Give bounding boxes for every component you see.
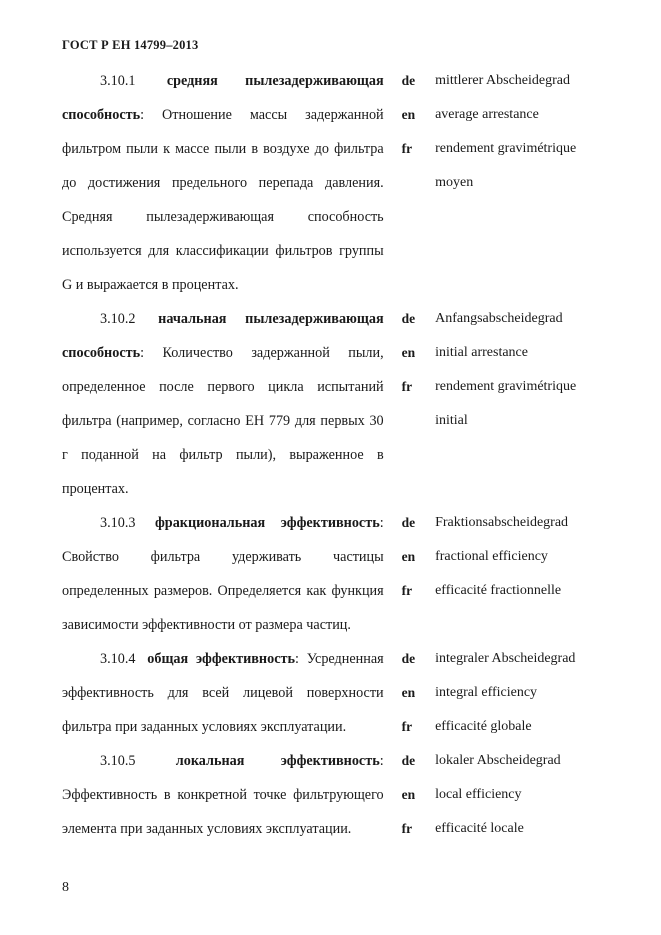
term-entry-3-10-5 (62, 744, 622, 846)
language-codes (402, 64, 435, 302)
entry-term: начальная пылезадерживающая способность (62, 311, 384, 361)
term-de: integraler Abscheidegrad (435, 651, 576, 666)
language-codes (402, 642, 435, 744)
lang-code-fr: fr (401, 379, 413, 394)
term-fr-continued: moyen (435, 175, 474, 190)
entry-text (62, 506, 384, 642)
lang-code-de: de (401, 753, 416, 768)
entry-number: 3.10.1 (100, 73, 136, 89)
term-en: average arrestance (435, 107, 539, 122)
entry-definition: : Количество задержанной пыли, определенное после первого цикла испытаний фильтра (например, согласно ЕН 779 для первых 30 г поданной на фильтр пыли), выраженное в процентах. (62, 345, 384, 497)
entry-definition: : Усредненная эффективность для всей лицевой поверхности фильтра при заданных условиях эксплуатации. (62, 651, 384, 735)
document-header: ГОСТ Р ЕН 14799–2013 (62, 38, 199, 52)
term-entries (62, 64, 622, 846)
entry-term: средняя пылезадерживающая способность (62, 73, 384, 123)
lang-code-fr: fr (401, 719, 413, 734)
term-en: fractional efficiency (435, 549, 548, 564)
translated-terms (435, 744, 622, 846)
entry-number: 3.10.4 (100, 651, 136, 667)
lang-code-de: de (401, 515, 416, 530)
term-fr: efficacité fractionnelle (435, 583, 562, 598)
entry-term: фракциональная эффективность (154, 515, 380, 531)
entry-definition: : Свойство фильтра удерживать частицы определенных размеров. Определяется как функция зависимости эффективности от размера частиц. (62, 515, 384, 633)
entry-number: 3.10.5 (100, 753, 136, 769)
translated-terms (435, 506, 622, 642)
entry-text (62, 302, 384, 506)
entry-number: 3.10.2 (100, 311, 136, 327)
language-codes (402, 302, 435, 506)
entry-definition: : Отношение массы задержанной фильтром пыли к массе пыли в воздухе до фильтра до достижения предельного перепада давления. Средняя пылезадерживающая способность используется для классификации фильтров группы G и выражается в процентах. (62, 107, 384, 293)
term-en: local efficiency (435, 787, 522, 802)
term-fr: efficacité globale (435, 719, 532, 734)
lang-code-en: en (401, 345, 416, 360)
lang-code-en: en (401, 787, 416, 802)
term-de: Anfangsabscheidegrad (435, 311, 563, 326)
term-entry-3-10-4 (62, 642, 622, 744)
entry-text (62, 744, 384, 846)
term-entry-3-10-1 (62, 64, 622, 302)
entry-term: локальная эффективность (175, 753, 380, 769)
lang-code-fr: fr (401, 821, 413, 836)
term-de: lokaler Abscheidegrad (435, 753, 561, 768)
lang-code-en: en (401, 549, 416, 564)
term-entry-3-10-3 (62, 506, 622, 642)
translated-terms (435, 64, 622, 302)
term-fr: rendement gravimétrique (435, 379, 577, 394)
term-fr: rendement gravimétrique (435, 141, 577, 156)
translated-terms (435, 642, 622, 744)
lang-code-en: en (401, 685, 416, 700)
lang-code-fr: fr (401, 583, 413, 598)
language-codes (402, 744, 435, 846)
lang-code-de: de (401, 311, 416, 326)
language-codes (402, 506, 435, 642)
term-de: Fraktionsabscheidegrad (435, 515, 569, 530)
translated-terms (435, 302, 622, 506)
lang-code-de: de (401, 651, 416, 666)
entry-text (62, 642, 384, 744)
term-en: integral efficiency (435, 685, 538, 700)
term-en: initial arrestance (435, 345, 528, 360)
term-fr: efficacité locale (435, 821, 524, 836)
lang-code-en: en (401, 107, 416, 122)
entry-definition: : Эффективность в конкретной точке фильтрующего элемента при заданных условиях эксплуатации. (62, 753, 384, 837)
entry-number: 3.10.3 (100, 515, 136, 531)
term-de: mittlerer Abscheidegrad (435, 73, 570, 88)
lang-code-de: de (401, 73, 416, 88)
entry-term: общая эффективность (147, 651, 295, 667)
term-fr-continued: initial (435, 413, 468, 428)
term-entry-3-10-2 (62, 302, 622, 506)
lang-code-fr: fr (401, 141, 413, 156)
entry-text (62, 64, 384, 302)
page-number: 8 (62, 880, 69, 895)
